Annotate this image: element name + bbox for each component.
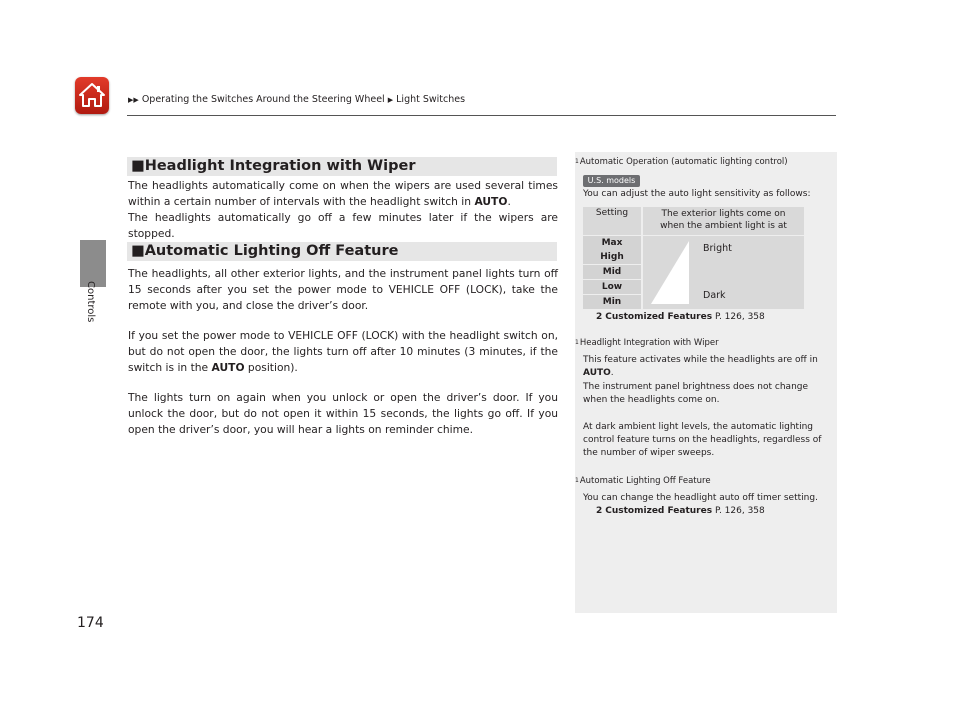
note-title xyxy=(575,476,711,486)
bright-label: Bright xyxy=(703,243,732,254)
home-icon xyxy=(75,77,109,114)
note-text-bold: AUTO xyxy=(583,368,611,378)
table-header-text: The exterior lights come on when the ambient light is at xyxy=(660,209,787,231)
paragraph-text: The lights turn on again when you unlock or open the driver’s door. If you unlock the door, but do not open it within 15 seconds, the lights go off. If you open the driver’s door, you will hear a lights on reminder chime. xyxy=(128,391,558,436)
breadcrumb-section[interactable]: Operating the Switches Around the Steering Wheel xyxy=(141,94,385,105)
section-paragraph xyxy=(128,210,558,242)
breadcrumb-page[interactable]: Light Switches xyxy=(396,94,466,105)
note-marker: 1 xyxy=(575,339,579,346)
home-button[interactable] xyxy=(75,77,109,114)
table-header-ambient xyxy=(643,207,804,235)
side-tab[interactable] xyxy=(80,240,106,287)
table-row-label: Low xyxy=(583,280,641,294)
note-marker: 1 xyxy=(575,158,579,165)
note-text: You can change the headlight auto off timer setting. xyxy=(583,493,818,503)
reference-title: Customized Features xyxy=(605,506,713,516)
note-text-part: This feature activates while the headlights are off in xyxy=(583,355,818,365)
breadcrumb xyxy=(128,94,465,105)
note-title-text: Automatic Operation (automatic lighting control) xyxy=(579,157,788,167)
note-title-text: Automatic Lighting Off Feature xyxy=(579,476,711,486)
paragraph-text-end: . xyxy=(507,195,511,208)
section-title: ■Headlight Integration with Wiper xyxy=(131,158,416,174)
note-title xyxy=(575,157,788,167)
note-text: The instrument panel brightness does not change when the headlights come on. xyxy=(583,382,809,405)
table-row-label: Mid xyxy=(583,265,641,279)
paragraph-text: The headlights automatically go off a few minutes later if the wipers are stopped. xyxy=(128,211,558,240)
table-row-label: High xyxy=(583,250,641,264)
section-paragraph xyxy=(128,328,558,376)
paragraph-bold: AUTO xyxy=(211,361,245,374)
section-heading xyxy=(127,242,557,261)
paragraph-text: The headlights automatically come on when the wipers are used several times within a certain number of intervals with the headlight switch in xyxy=(128,179,558,208)
note-title-text: Headlight Integration with Wiper xyxy=(579,338,719,348)
paragraph-bold: AUTO xyxy=(474,195,508,208)
note-text-end: . xyxy=(610,368,614,378)
table-row-label: Max xyxy=(583,236,641,250)
section-title: ■Automatic Lighting Off Feature xyxy=(131,243,399,259)
section-heading xyxy=(127,157,557,176)
section-paragraph xyxy=(128,266,558,314)
note-text xyxy=(583,354,828,380)
breadcrumb-arrow: ▶▶ xyxy=(128,96,139,104)
paragraph-text: The headlights, all other exterior lights, and the instrument panel lights turn off 15 seconds after you set the power mode to VEHICLE OFF (LOCK), take the remote with you, and close the driver’s door. xyxy=(128,267,558,312)
region-badge: U.S. models xyxy=(583,175,640,187)
paragraph-text-end: position). xyxy=(244,361,298,374)
reference-pages: P. 126, 358 xyxy=(712,312,765,322)
note-title xyxy=(575,338,719,348)
section-paragraph xyxy=(128,178,558,210)
note-text: At dark ambient light levels, the automatic lighting control feature turns on the headlights, regardless of the number of wiper sweeps. xyxy=(583,422,822,458)
section-paragraph xyxy=(128,390,558,438)
brightness-wedge-icon xyxy=(651,241,689,304)
table-row-label: Min xyxy=(583,295,641,309)
dark-label: Dark xyxy=(703,290,726,301)
reference-arrow-icon: 2 xyxy=(596,506,603,516)
note-text: You can adjust the auto light sensitivity as follows: xyxy=(583,189,811,199)
table-header-text: Setting xyxy=(595,208,629,218)
note-marker: 1 xyxy=(575,477,579,484)
page-number: 174 xyxy=(77,615,104,631)
side-tab-label: Controls xyxy=(85,281,96,323)
header-rule xyxy=(127,115,836,116)
paragraph-text: If you set the power mode to VEHICLE OFF (LOCK) with the headlight switch on, but do not open the door, the lights turn off after 10 minutes (3 minutes, if the switch is in the xyxy=(128,329,558,374)
cross-reference-link[interactable] xyxy=(596,312,765,322)
breadcrumb-separator: ▶ xyxy=(387,96,394,104)
table-header-setting xyxy=(583,207,641,235)
reference-title: Customized Features xyxy=(605,312,713,322)
cross-reference-link[interactable] xyxy=(596,506,765,516)
reference-arrow-icon: 2 xyxy=(596,312,603,322)
reference-pages: P. 126, 358 xyxy=(712,506,765,516)
